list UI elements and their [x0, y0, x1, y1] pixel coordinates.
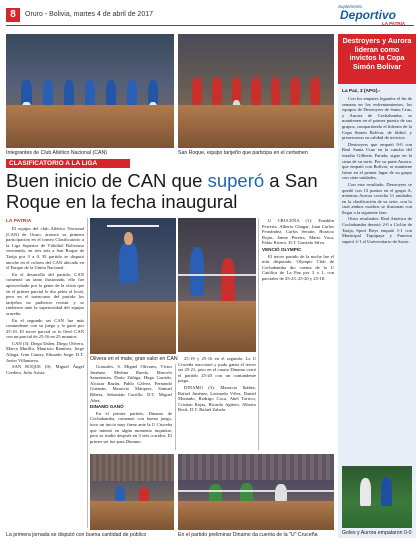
brand-sub: LA PATRIA	[382, 21, 406, 26]
sidebar-kicker: Destroyers y Aurora lideran como invictos la Copa Simón Bolívar	[342, 36, 412, 71]
headline-pre: Buen inicio de CAN que	[6, 170, 208, 191]
photo-dinamo	[178, 454, 334, 530]
page-number: 8	[10, 9, 16, 20]
sidebar-paragraph: Otros resultados: Real América de Cochabamba derrotó 2-0 a Ciclón de Tarija, Sport Boys empató 1-1 con Municipal Tiquipaya y Fancesa superó 2-1 al Universitario de Sucre.	[342, 216, 412, 244]
col1-paragraph: SAN ROQUE (0): Miguel Ángel Cordero, Julio Arista.	[6, 364, 84, 375]
col2-paragraph: Gonzales, S. Miguel Olivares, Víctor Jiménez, Medina Rueda, Marcelo Sanzetenea, Darío Zúñiga, Hugo Garrido, Alcazar Bazán, Pablo Gálvez, Fernando Guzmán, Mauricio Márquez, Samuel Ribera, Sebastián Carrillo. D.T. Miguel Añez.	[90, 364, 172, 403]
col3-paragraph: U CRUCEÑA (1): Franklin Ferreira, Alberto Chugar, Juan Carlos Fernández, Carlos Serrate, Horacio Rojas, Jaime Pereira, Mario Vaca, Fabio Rivero. D.T. Gonzalo Silva.	[262, 218, 334, 246]
col1-paragraph: En el desarrollo del partido, CAN comenzó un tanto ilusionado, ello fue aprovechado por la gente de la visita que en el primer parcial le dio pelea al local, pero en el transcurso del partido los tarijeños no pudieron resistir y se rindieron ante la superioridad del equipo orureño.	[6, 271, 84, 316]
article-headline	[6, 170, 336, 212]
col2-subhead: DINAMO GANÓ	[90, 404, 124, 410]
photo-can-team	[6, 34, 174, 148]
headline-post: a San Roque en la fecha inaugural	[6, 170, 318, 212]
caption-can-team: Integrantes de Club Atlético Nacional (CAN)	[6, 150, 107, 156]
sidebar	[338, 34, 416, 538]
caption-olivera: Olivera en el mate, gran valor en CAN	[90, 356, 178, 362]
sidebar-paragraph: Destroyers que empató 0-0 con Real Santa Cruz en la cancha del estadio Gilberto Parada, sigue en la cima de su serie. Por su parte Aurora, que empató con Bolívar, se mantiene firme en el primer lugar de su grupo con siete unidades.	[342, 141, 412, 181]
caption-goles-aurora: Goles y Aurora empataron 0-0	[342, 530, 412, 536]
article-col-4	[262, 218, 334, 450]
photo-olivera	[90, 218, 176, 354]
caption-dinamo: En el partido preliminar Dinamo da cuenta de la "U" Cruceña	[178, 532, 318, 538]
col3-paragraph: El tercer partido de la noche fue el más disputado, Olympic Club de Cochabamba dio cuenta de la U Católica de La Paz por 3 a 1, con parciales de 25-23, 25-20 y 25-18.	[262, 253, 334, 281]
photo-goles-aurora	[342, 466, 412, 528]
column-rule	[87, 218, 88, 528]
col3-subhead: VENCIÓ OLYMPIC	[262, 246, 302, 252]
dateline: Oruro - Bolivia, martes 4 de abril de 2017	[25, 11, 154, 18]
col1-paragraph: CAN (3): Diego Dalen, Diego Olivera, Marco Murillo, Mauricio Ramírez, Jorge Aliaga, Iván Cataxy, Eduardo Jorge. D.T. Javier Villanueva.	[6, 340, 84, 363]
col1-paragraph: El equipo del club Atlético Nacional (CAN) de Oruro, arrancó su primera participación en el torneo Clasificatorio a la Liga Superior de Vóleibol Boliviano venciendo, en tres sets a San Roque de Tarija por 3 a 0. El partido se disputó anoche en el coliseo del CAN ubicado en el Parque de la Unión Nacional.	[6, 226, 84, 271]
article-col-1	[6, 226, 84, 530]
sidebar-body	[342, 96, 412, 464]
column-rule	[258, 218, 259, 450]
photo-crowd	[90, 454, 174, 530]
col2-paragraph: En el primer partido, Dinamo de Cochabamba, comenzó con buena juego, tuvo un inicio muy firme ante la U Cruceña que intentó en algún momento inquietar, pero se rindió después en 3 sets corridos. El primer set fue para Dinamo.	[90, 410, 172, 444]
photo-match-action	[178, 218, 256, 352]
article-kicker: CLASIFICATORIO A LA LIGA	[9, 160, 98, 167]
sidebar-paragraph: Con los empates logrados el fin de semana en los enfrentamientos, los equipos de Destroyers de Santa Cruz, y Aurora de Cochabamba, se mantienen en el primer puesto de sus grupos, compartiendo el liderato de la Copa Simón Bolívar, de fútbol, y preservaron su calidad de invictos.	[342, 96, 412, 141]
brand-supplement: Suplemento	[338, 4, 363, 9]
col3-paragraph: DINAMO (3): Mauricio Ibáñez, Rafael Jiménez, Leonardo Vélez, Daniel Montaño, Rodrigo Coca, Abel Torrico, Cristian Rojas, Ricardo Agüero, Alberto Rock. D.T. Rafael Zabala.	[178, 384, 256, 413]
sidebar-paragraph: Con este resultado, Destroyers se quedó con 13 puntos en el grupo A, mientras Aurora cosecha 11 unidades en la clasificación de su serie, con lo cual ambos cuadros se ilusionan con llegar a la siguiente fase.	[342, 181, 412, 215]
brand-logo	[338, 4, 416, 26]
col3-paragraph: 25-19 y 25-16 en el segundo. La U Cruceña reaccionó y pudo ganar el tercer set 25-21, pero en el cuarto Dinamo cerró el partido 25-20 con un contundente juego.	[178, 356, 256, 384]
caption-san-roque: San Roque, equipo tarijeño que participa en el certamen	[178, 150, 308, 156]
article-byline: LA PATRIA	[6, 218, 32, 223]
headline-accent: superó	[207, 170, 265, 191]
sidebar-byline: La Paz, 3 (APG).-	[342, 89, 381, 94]
col1-paragraph: En el segundo set CAN fue más contundente con su juego y lo ganó por 25-19. El tercer parcial se lo llevó CAN con un parcial de 25-16 en 25 minutos.	[6, 317, 84, 340]
column-rule	[175, 364, 176, 450]
article-col-2	[90, 364, 172, 450]
page-header	[0, 0, 420, 30]
brand-name: Deportivo	[340, 8, 397, 22]
caption-crowd: La primera jornada se disputó con buena cantidad de público	[6, 532, 147, 538]
photo-san-roque	[178, 34, 334, 148]
article-col-3	[178, 356, 256, 450]
